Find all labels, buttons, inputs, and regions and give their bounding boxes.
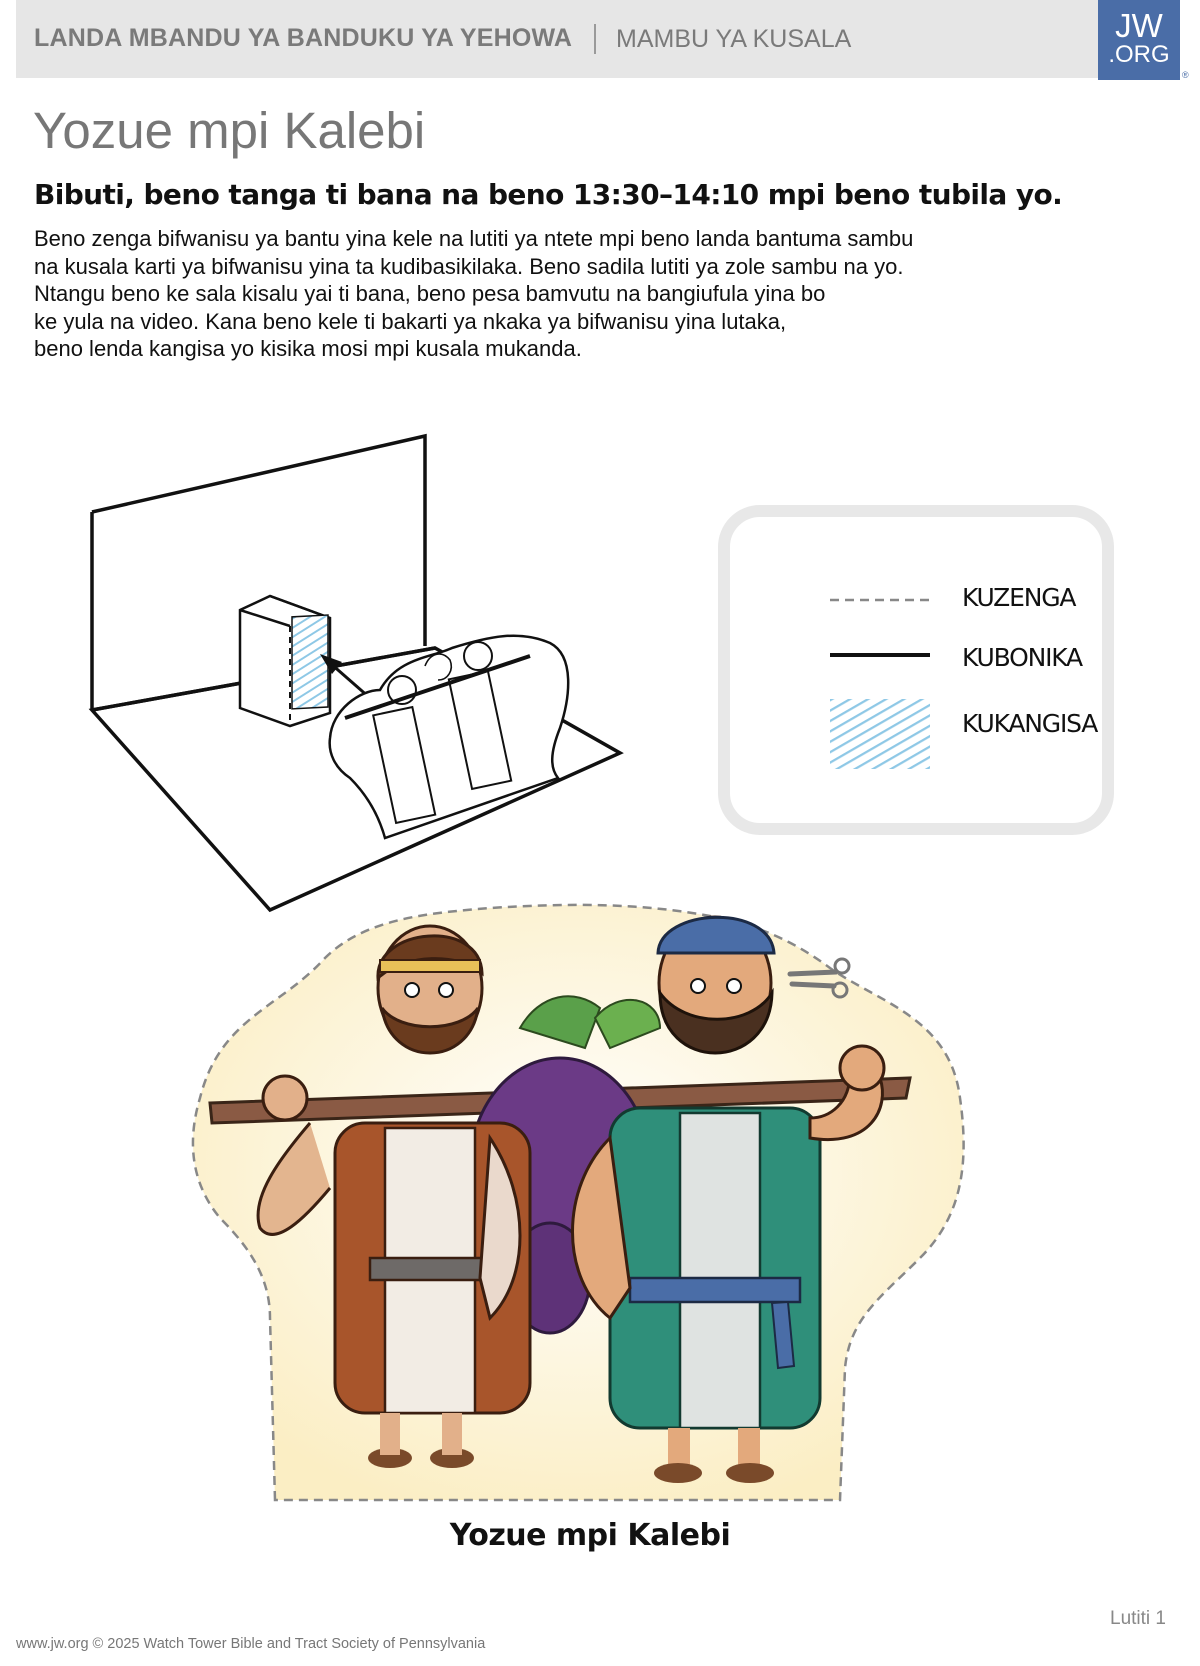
- page-title: Yozue mpi Kalebi: [33, 102, 426, 159]
- instruction-heading: Bibuti, beno tanga ti bana na beno 13:30–14:10 mpi beno tubila yo.: [34, 178, 1063, 211]
- joshua-caleb-cutout: [190, 898, 1010, 1518]
- logo-jw-text: JW: [1115, 7, 1163, 44]
- header-separator: [594, 24, 596, 54]
- instruction-line: Beno zenga bifwanisu ya bantu yina kele na lutiti ya ntete mpi beno landa bantuma sambu: [34, 226, 914, 251]
- instruction-body: [34, 225, 1034, 363]
- cutout-caption: Yozue mpi Kalebi: [449, 1518, 731, 1553]
- logo-org-text: .ORG: [1108, 41, 1170, 68]
- series-subtitle: MAMBU YA KUSALA: [616, 25, 852, 53]
- instruction-line: beno lenda kangisa yo kisika mosi mpi kusala mukanda.: [34, 336, 582, 361]
- legend-label-kuzenga: KUZENGA: [962, 583, 1076, 612]
- instruction-line: Ntangu beno ke sala kisalu yai ti bana, beno pesa bamvutu na bangiufula yina bo: [34, 281, 826, 306]
- instruction-line: ke yula na video. Kana beno kele ti bakarti ya nkaka ya bifwanisu yina lutaka,: [34, 308, 787, 334]
- legend-label-kukangisa: KUKANGISA: [962, 709, 1098, 738]
- instruction-line: na kusala karti ya bifwanisu yina ta kudibasikilaka. Beno sadila lutiti ya zole sambu na yo.: [34, 253, 904, 279]
- series-title: LANDA MBANDU YA BANDUKU YA YEHOWA: [34, 24, 573, 52]
- glue-area: [292, 615, 328, 709]
- legend-label-kubonika: KUBONIKA: [962, 643, 1082, 672]
- legend-box: [718, 505, 1114, 835]
- registered-mark: ®: [1182, 70, 1189, 80]
- page-number: Lutiti 1: [1110, 1608, 1166, 1629]
- solid-line-swatch: [830, 650, 930, 660]
- copyright-notice: www.jw.org © 2025 Watch Tower Bible and Tract Society of Pennsylvania: [16, 1636, 486, 1652]
- dashed-line-swatch: [830, 595, 930, 605]
- popup-card-diagram: [80, 428, 640, 918]
- jw-org-logo[interactable]: [1098, 0, 1180, 80]
- hatched-fill-swatch: [830, 699, 930, 769]
